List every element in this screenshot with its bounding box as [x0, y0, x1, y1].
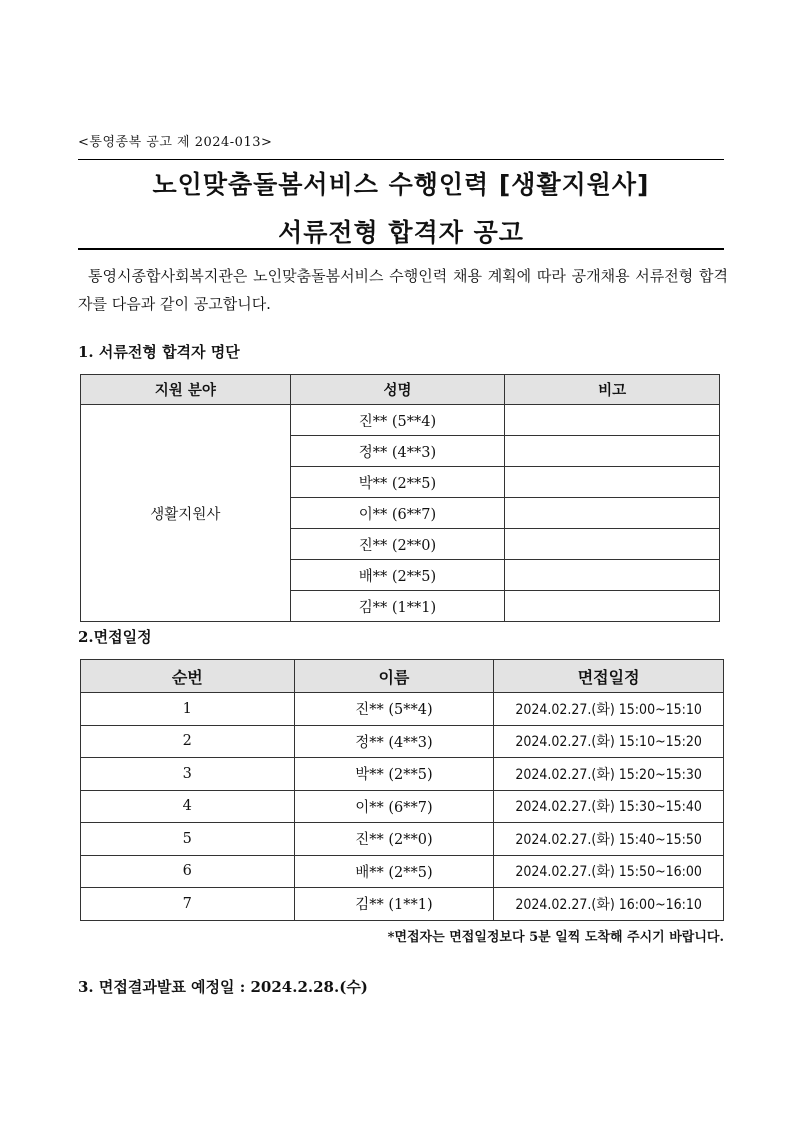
- name-cell: 김** (1**1): [290, 591, 505, 622]
- schedule-cell: 2024.02.27.(화) 15:20~15:30: [494, 758, 724, 791]
- order-cell: 1: [81, 693, 295, 726]
- divider-bottom: [78, 248, 724, 250]
- header-remarks: 비고: [505, 375, 720, 405]
- order-cell: 2: [81, 725, 295, 758]
- remarks-cell: [505, 405, 720, 436]
- table-row: [81, 725, 724, 758]
- table-row: [81, 888, 724, 921]
- name-cell: 배** (2**5): [294, 855, 494, 888]
- name-cell: 박** (2**5): [294, 758, 494, 791]
- name-cell: 진** (2**0): [290, 529, 505, 560]
- name-cell: 정** (4**3): [294, 725, 494, 758]
- notice-number: <통영종복 공고 제 2024-013>: [78, 135, 273, 150]
- name-cell: 이** (6**7): [294, 790, 494, 823]
- order-cell: 7: [81, 888, 295, 921]
- remarks-cell: [505, 591, 720, 622]
- order-cell: 5: [81, 823, 295, 856]
- section1-heading: 1. 서류전형 합격자 명단: [78, 343, 240, 361]
- divider-top: [78, 159, 724, 160]
- remarks-cell: [505, 436, 720, 467]
- schedule-cell: 2024.02.27.(화) 15:10~15:20: [494, 725, 724, 758]
- order-cell: 4: [81, 790, 295, 823]
- schedule-cell: 2024.02.27.(화) 15:00~15:10: [494, 693, 724, 726]
- remarks-cell: [505, 560, 720, 591]
- table-row: [81, 758, 724, 791]
- order-cell: 3: [81, 758, 295, 791]
- section3-heading: 3. 면접결과발표 예정일 : 2024.2.28.(수): [78, 978, 368, 996]
- table-row: [81, 693, 724, 726]
- remarks-cell: [505, 529, 720, 560]
- table-row: [81, 405, 720, 436]
- name-cell: 김** (1**1): [294, 888, 494, 921]
- table-header-row: [81, 660, 724, 693]
- schedule-cell: 2024.02.27.(화) 15:50~16:00: [494, 855, 724, 888]
- table-row: [81, 823, 724, 856]
- header-name: 이름: [294, 660, 494, 693]
- title-line-1: 노인맞춤돌봄서비스 수행인력 [생활지원사]: [152, 170, 650, 199]
- remarks-cell: [505, 498, 720, 529]
- arrival-note: *면접자는 면접일정보다 5분 일찍 도착해 주시기 바랍니다.: [387, 930, 724, 945]
- name-cell: 진** (5**4): [290, 405, 505, 436]
- name-cell: 박** (2**5): [290, 467, 505, 498]
- name-cell: 진** (5**4): [294, 693, 494, 726]
- passed-applicants-table: [80, 374, 720, 622]
- table-row: [81, 855, 724, 888]
- schedule-cell: 2024.02.27.(화) 15:40~15:50: [494, 823, 724, 856]
- interview-schedule-table: [80, 659, 724, 921]
- title-line-2: 서류전형 합격자 공고: [278, 218, 524, 247]
- header-schedule: 면접일정: [494, 660, 724, 693]
- schedule-cell: 2024.02.27.(화) 16:00~16:10: [494, 888, 724, 921]
- name-cell: 이** (6**7): [290, 498, 505, 529]
- name-cell: 배** (2**5): [290, 560, 505, 591]
- section2-heading: 2.면접일정: [78, 628, 152, 646]
- table-header-row: [81, 375, 720, 405]
- name-cell: 정** (4**3): [290, 436, 505, 467]
- name-cell: 진** (2**0): [294, 823, 494, 856]
- intro-paragraph: 통영시종합사회복지관은 노인맞춤돌봄서비스 수행인력 채용 계획에 따라 공개채용 서류전형 합격자를 다음과 같이 공고합니다.: [78, 267, 728, 313]
- table-row: [81, 790, 724, 823]
- field-cell: 생활지원사: [81, 405, 291, 622]
- schedule-cell: 2024.02.27.(화) 15:30~15:40: [494, 790, 724, 823]
- header-name: 성명: [290, 375, 505, 405]
- order-cell: 6: [81, 855, 295, 888]
- header-order: 순번: [81, 660, 295, 693]
- header-field: 지원 분야: [81, 375, 291, 405]
- remarks-cell: [505, 467, 720, 498]
